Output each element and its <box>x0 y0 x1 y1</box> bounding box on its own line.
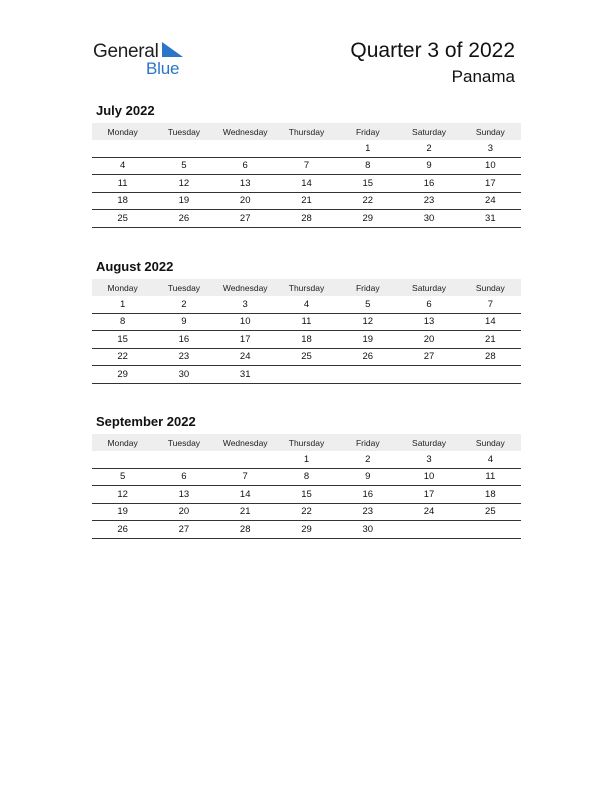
day-cell: 1 <box>276 451 337 468</box>
week-row <box>92 521 521 539</box>
day-cell: 27 <box>398 348 459 366</box>
day-cell: 15 <box>337 175 398 193</box>
day-cell: 18 <box>92 192 153 210</box>
day-cell: 5 <box>337 296 398 313</box>
month-title: September 2022 <box>96 414 196 429</box>
generalblue-logo <box>93 40 193 80</box>
day-cell: 30 <box>398 210 459 228</box>
week-row <box>92 192 521 210</box>
day-cell: 9 <box>153 313 214 331</box>
day-cell: 9 <box>337 468 398 486</box>
month-table <box>92 279 521 384</box>
weekday-header: Monday <box>92 434 153 451</box>
day-cell: 5 <box>92 468 153 486</box>
day-cell: 13 <box>153 486 214 504</box>
day-cell: 15 <box>92 331 153 349</box>
month-calendar-july <box>92 102 521 228</box>
month-table <box>92 434 521 539</box>
day-cell: 4 <box>92 157 153 175</box>
day-cell: 13 <box>398 313 459 331</box>
day-cell: 9 <box>398 157 459 175</box>
day-cell: 12 <box>337 313 398 331</box>
day-cell <box>153 451 214 468</box>
day-cell <box>276 366 337 384</box>
day-cell <box>215 140 276 157</box>
day-cell: 14 <box>276 175 337 193</box>
day-cell <box>153 140 214 157</box>
day-cell: 6 <box>153 468 214 486</box>
day-cell: 17 <box>398 486 459 504</box>
day-cell: 31 <box>460 210 521 228</box>
week-row <box>92 140 521 157</box>
day-cell: 24 <box>215 348 276 366</box>
weekday-header: Thursday <box>276 434 337 451</box>
week-row <box>92 503 521 521</box>
day-cell: 21 <box>215 503 276 521</box>
day-cell: 22 <box>92 348 153 366</box>
day-cell: 26 <box>337 348 398 366</box>
day-cell: 11 <box>92 175 153 193</box>
day-cell: 4 <box>276 296 337 313</box>
month-body <box>92 296 521 383</box>
day-cell: 22 <box>276 503 337 521</box>
day-cell: 17 <box>215 331 276 349</box>
day-cell: 5 <box>153 157 214 175</box>
day-cell <box>460 366 521 384</box>
day-cell: 3 <box>215 296 276 313</box>
day-cell: 12 <box>92 486 153 504</box>
day-cell: 15 <box>276 486 337 504</box>
day-cell: 25 <box>460 503 521 521</box>
day-cell: 2 <box>153 296 214 313</box>
weekday-header: Wednesday <box>215 123 276 140</box>
day-cell: 18 <box>276 331 337 349</box>
week-row <box>92 486 521 504</box>
week-row <box>92 468 521 486</box>
day-cell: 24 <box>398 503 459 521</box>
week-row <box>92 296 521 313</box>
month-title: July 2022 <box>96 103 155 118</box>
month-calendar-september <box>92 413 521 539</box>
day-cell <box>276 140 337 157</box>
weekday-header: Thursday <box>276 123 337 140</box>
day-cell: 25 <box>276 348 337 366</box>
day-cell <box>398 366 459 384</box>
day-cell: 7 <box>215 468 276 486</box>
day-cell: 16 <box>153 331 214 349</box>
day-cell: 26 <box>153 210 214 228</box>
country-name: Panama <box>451 67 515 86</box>
day-cell: 28 <box>276 210 337 228</box>
month-table <box>92 123 521 228</box>
day-cell: 14 <box>215 486 276 504</box>
month-calendar-august <box>92 258 521 384</box>
day-cell: 21 <box>460 331 521 349</box>
day-cell: 30 <box>153 366 214 384</box>
month-body <box>92 140 521 227</box>
day-cell: 19 <box>92 503 153 521</box>
day-cell: 28 <box>460 348 521 366</box>
day-cell: 17 <box>460 175 521 193</box>
day-cell: 6 <box>398 296 459 313</box>
weekday-header: Saturday <box>398 123 459 140</box>
day-cell: 22 <box>337 192 398 210</box>
day-cell: 8 <box>276 468 337 486</box>
weekday-header: Wednesday <box>215 279 276 296</box>
day-cell: 21 <box>276 192 337 210</box>
day-cell: 29 <box>276 521 337 539</box>
day-cell: 29 <box>92 366 153 384</box>
weekday-header: Sunday <box>460 123 521 140</box>
day-cell: 14 <box>460 313 521 331</box>
week-row <box>92 331 521 349</box>
day-cell: 2 <box>398 140 459 157</box>
day-cell: 24 <box>460 192 521 210</box>
week-row <box>92 366 521 384</box>
day-cell: 2 <box>337 451 398 468</box>
month-body <box>92 451 521 538</box>
day-cell: 8 <box>92 313 153 331</box>
day-cell: 1 <box>92 296 153 313</box>
day-cell: 20 <box>153 503 214 521</box>
day-cell: 4 <box>460 451 521 468</box>
weekday-header: Monday <box>92 279 153 296</box>
day-cell: 10 <box>460 157 521 175</box>
weekday-header: Friday <box>337 123 398 140</box>
day-cell: 25 <box>92 210 153 228</box>
week-row <box>92 313 521 331</box>
weekday-header: Friday <box>337 434 398 451</box>
day-cell: 3 <box>398 451 459 468</box>
weekday-header-row <box>92 279 521 296</box>
weekday-header: Thursday <box>276 279 337 296</box>
day-cell: 12 <box>153 175 214 193</box>
day-cell: 3 <box>460 140 521 157</box>
weekday-header-row <box>92 434 521 451</box>
logo-general-text: General <box>93 41 159 62</box>
day-cell: 27 <box>153 521 214 539</box>
day-cell: 20 <box>398 331 459 349</box>
day-cell <box>337 366 398 384</box>
day-cell: 23 <box>337 503 398 521</box>
logo-blue-text: Blue <box>146 59 180 78</box>
weekday-header: Tuesday <box>153 279 214 296</box>
day-cell: 1 <box>337 140 398 157</box>
week-row <box>92 175 521 193</box>
day-cell <box>92 451 153 468</box>
weekday-header: Friday <box>337 279 398 296</box>
day-cell <box>215 451 276 468</box>
day-cell <box>92 140 153 157</box>
day-cell: 19 <box>337 331 398 349</box>
day-cell: 29 <box>337 210 398 228</box>
day-cell: 18 <box>460 486 521 504</box>
weekday-header: Sunday <box>460 279 521 296</box>
day-cell: 11 <box>276 313 337 331</box>
day-cell: 23 <box>153 348 214 366</box>
weekday-header: Saturday <box>398 279 459 296</box>
day-cell: 19 <box>153 192 214 210</box>
day-cell: 6 <box>215 157 276 175</box>
day-cell: 30 <box>337 521 398 539</box>
week-row <box>92 348 521 366</box>
weekday-header: Monday <box>92 123 153 140</box>
day-cell: 16 <box>398 175 459 193</box>
day-cell: 20 <box>215 192 276 210</box>
day-cell: 7 <box>276 157 337 175</box>
day-cell: 27 <box>215 210 276 228</box>
week-row <box>92 157 521 175</box>
day-cell: 11 <box>460 468 521 486</box>
day-cell: 26 <box>92 521 153 539</box>
weekday-header: Wednesday <box>215 434 276 451</box>
day-cell: 28 <box>215 521 276 539</box>
day-cell: 8 <box>337 157 398 175</box>
month-title: August 2022 <box>96 259 174 274</box>
day-cell: 13 <box>215 175 276 193</box>
day-cell: 31 <box>215 366 276 384</box>
day-cell: 10 <box>215 313 276 331</box>
weekday-header: Tuesday <box>153 434 214 451</box>
weekday-header: Sunday <box>460 434 521 451</box>
weekday-header-row <box>92 123 521 140</box>
day-cell: 7 <box>460 296 521 313</box>
day-cell <box>460 521 521 539</box>
logo-triangle-icon <box>162 42 184 58</box>
day-cell: 23 <box>398 192 459 210</box>
day-cell: 10 <box>398 468 459 486</box>
day-cell: 16 <box>337 486 398 504</box>
week-row <box>92 210 521 228</box>
weekday-header: Saturday <box>398 434 459 451</box>
day-cell <box>398 521 459 539</box>
week-row <box>92 451 521 468</box>
weekday-header: Tuesday <box>153 123 214 140</box>
page-title: Quarter 3 of 2022 <box>350 39 515 62</box>
